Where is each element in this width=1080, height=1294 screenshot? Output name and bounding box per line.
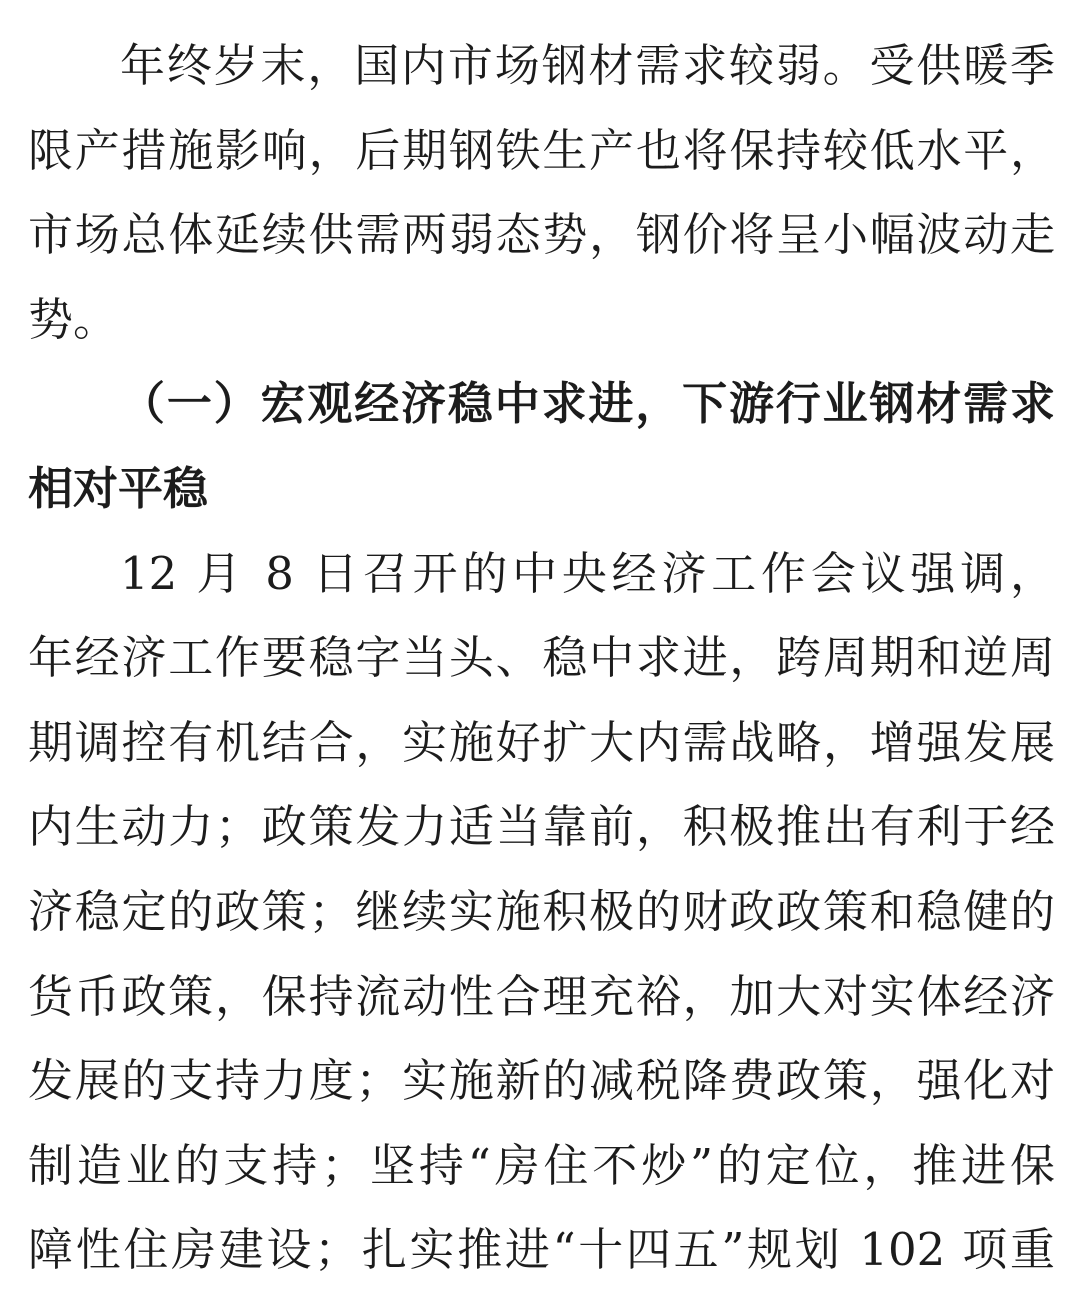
text-line: 障性住房建设；扎实推进“十四五”规划 102 项重 [28,1223,1055,1277]
text-line: 势。 [28,292,119,346]
text-line: 12 月 8 日召开的中央经济工作会议强调， [120,546,1055,600]
text-line: 制造业的支持；坚持“房住不炒”的定位，推进保 [28,1138,1055,1192]
heading-line: 相对平稳 [28,461,209,515]
text-line: 市场总体延续供需两弱态势，钢价将呈小幅波动走 [28,208,1055,262]
paragraph-economic-work-conference [28,532,1055,1293]
text-line: 发展的支持力度；实施新的减税降费政策，强化对 [28,1054,1055,1108]
text-line: 济稳定的政策；继续实施积极的财政政策和稳健的 [28,884,1055,938]
section-heading [28,362,1055,531]
paragraph-market-outlook [28,24,1055,362]
heading-line: （一）宏观经济稳中求进，下游行业钢材需求 [120,377,1055,431]
text-line: 货币政策，保持流动性合理充裕，加大对实体经济 [28,969,1055,1023]
text-line: 期调控有机结合，实施好扩大内需战略，增强发展 [28,715,1055,769]
document-page [28,24,1055,1293]
text-line: 限产措施影响，后期钢铁生产也将保持较低水平， [28,123,1055,177]
text-line: 年终岁末，国内市场钢材需求较弱。受供暖季 [120,39,1055,92]
text-line: 内生动力；政策发力适当靠前，积极推出有利于经 [28,800,1055,854]
text-line: 年经济工作要稳字当头、稳中求进，跨周期和逆周 [28,631,1055,685]
